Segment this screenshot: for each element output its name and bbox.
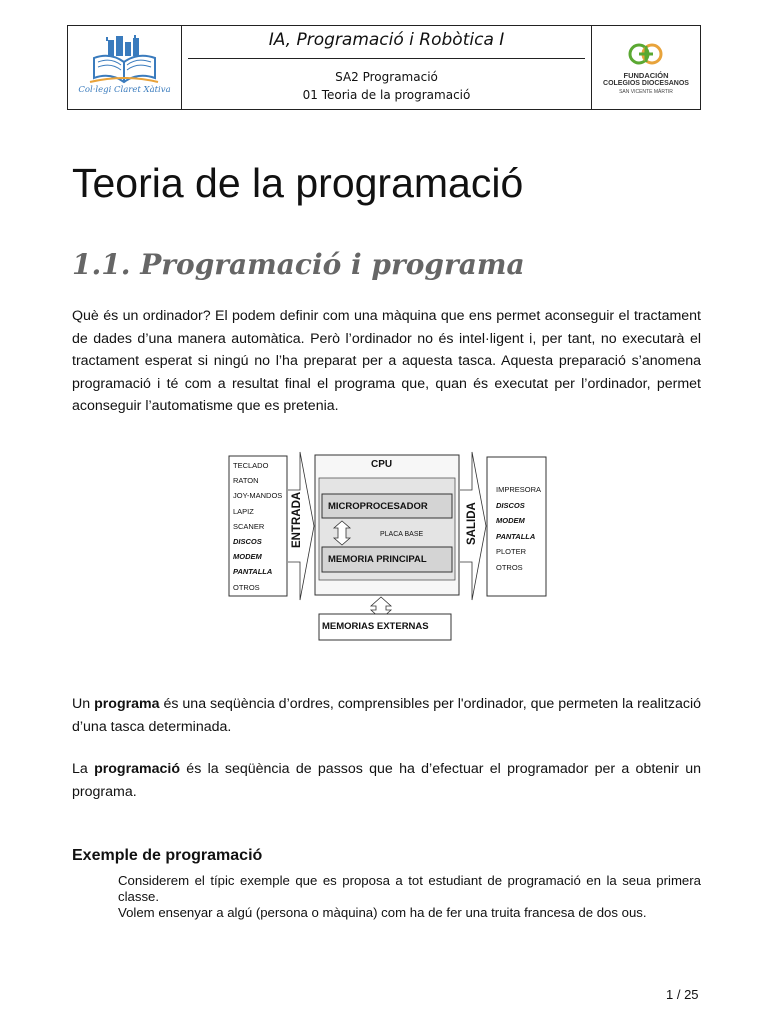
page-number: 1 / 25: [666, 987, 699, 1002]
output-device-item: PANTALLA: [496, 531, 536, 541]
input-device-item: RATON: [233, 476, 259, 486]
foundation-name-line2: COLEGIOS DIOCESANOS: [603, 80, 689, 87]
computer-architecture-diagram: [228, 450, 548, 642]
school-logo-cell: [68, 26, 182, 109]
input-label: ENTRADA: [291, 491, 303, 548]
header-divider: [188, 58, 585, 59]
diagram-shapes: [228, 450, 548, 642]
input-device-item: TECLADO: [233, 461, 269, 470]
microprocessor-label: MICROPROCESADOR: [328, 501, 428, 512]
header-title-cell: [182, 26, 592, 109]
example-line-2: Volem ensenyar a algú (persona o màquina) com ha de fer una truita francesa de dos ous.: [118, 905, 647, 920]
programming-term: programació: [94, 761, 181, 777]
program-term: programa: [94, 696, 160, 712]
intro-paragraph: Què és un ordinador? El podem definir com una màquina que ens permet aconseguir el tractament de dades d’una manera automàtica. Però l’ordinador no és intel·ligent i, per tant, no executarà el tractament esperat si ningú no l’ha preparat per a aquesta tasca. Aquesta preparació s’anomena programació i té com a resultat final el programa que, quan és executat per l’ordinador, permet aconseguir l’automatisme que es pretenia.: [72, 308, 701, 414]
input-device-item: DISCOS: [233, 537, 262, 546]
foundation-name-line1: FUNDACIÓN: [623, 71, 669, 80]
topic-label: 01 Teoria de la programació: [302, 88, 471, 102]
programming-definition: [72, 758, 701, 803]
input-device-item: SCANER: [233, 521, 265, 531]
motherboard-label: PLACA BASE: [380, 531, 424, 538]
unit-label: SA2 Programació: [335, 70, 438, 84]
output-device-item: DISCOS: [496, 500, 525, 510]
output-device-item: OTROS: [496, 562, 523, 572]
programming-def-post: és la seqüència de passos que ha d’efectuar el programador per a obtenir un programa.: [72, 761, 701, 800]
input-device-item: PANTALLA: [233, 567, 273, 577]
page-title: Teoria de la programació: [72, 160, 524, 206]
school-logo-text: Col·legi Claret Xàtiva: [78, 85, 171, 95]
foundation-name-line3: SAN VICENTE MÁRTIR: [619, 89, 673, 95]
program-definition: [72, 693, 701, 738]
output-device-item: PLOTER: [496, 547, 527, 556]
foundation-logo-cell: [592, 26, 700, 109]
cpu-label: CPU: [371, 459, 393, 470]
input-device-item: MODEM: [233, 552, 262, 562]
school-logo-icon: [68, 26, 181, 108]
input-device-item: OTROS: [233, 582, 260, 592]
example-line-1: Considerem el típic exemple que es proposa a tot estudiant de programació en la seua primera classe.: [118, 873, 701, 904]
output-device-item: IMPRESORA: [496, 485, 542, 494]
external-memory-label: MEMORIAS EXTERNAS: [322, 621, 429, 632]
section-heading: 1.1. Programació i programa: [72, 248, 525, 281]
programming-def-pre: La: [72, 761, 95, 777]
foundation-logo-icon: [592, 26, 700, 71]
program-def-post: és una seqüència d’ordres, comprensibles per l'ordinador, que permeten la realització d’una tasca determinada.: [72, 696, 702, 735]
program-def-pre: Un: [72, 696, 95, 712]
input-device-item: LAPIZ: [233, 506, 254, 516]
output-label: SALIDA: [466, 502, 478, 545]
main-memory-label: MEMORIA PRINCIPAL: [328, 554, 427, 565]
output-device-item: MODEM: [496, 516, 525, 525]
document-header: [67, 25, 701, 110]
example-heading: Exemple de programació: [72, 847, 263, 864]
course-title: IA, Programació i Robòtica I: [268, 30, 505, 50]
input-device-item: JOY-MANDOS: [233, 491, 283, 501]
